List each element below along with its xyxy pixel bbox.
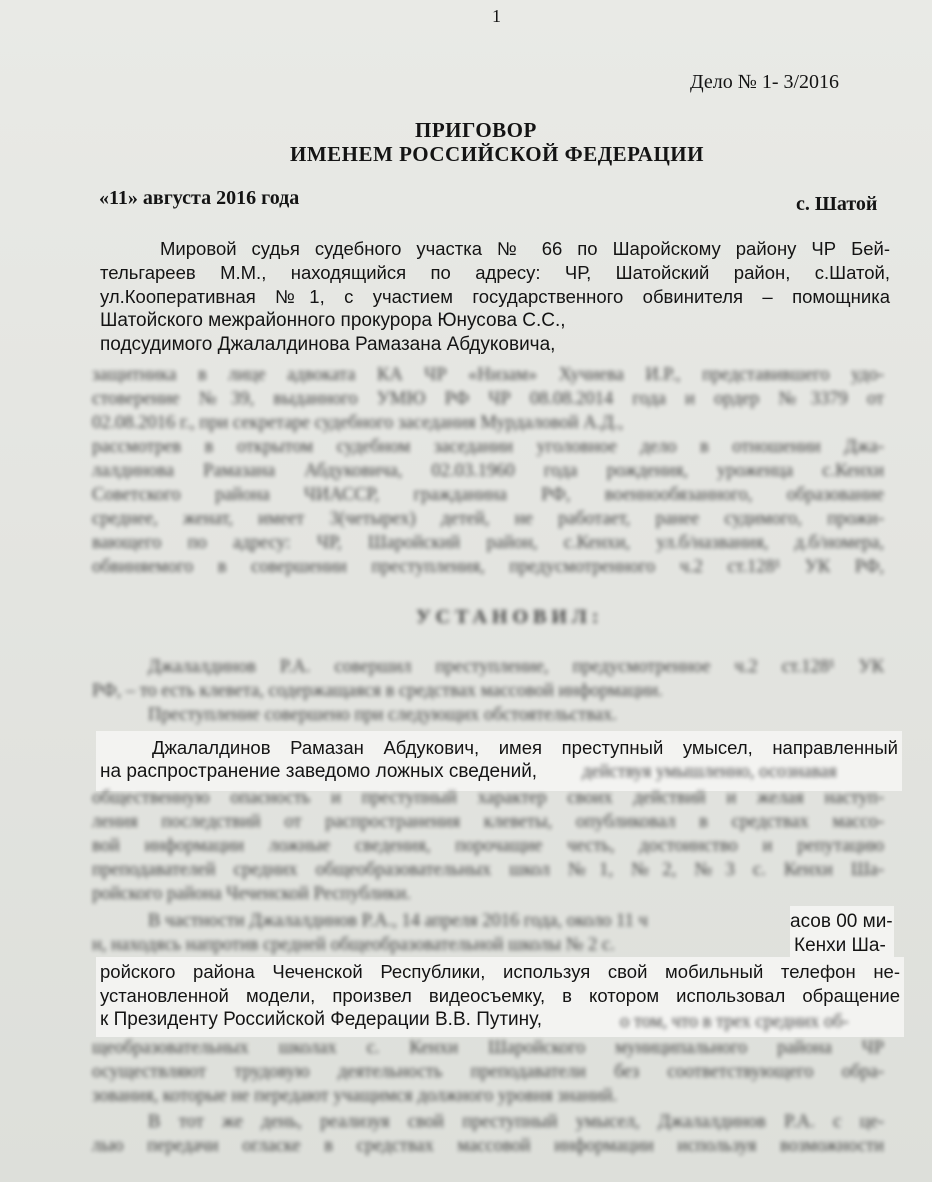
blurred-line: Советского района ЧИАССР, гражданина РФ, военнообязанного, образование xyxy=(92,485,884,505)
paragraph-3-tail-1: асов 00 ми- xyxy=(790,911,893,932)
intro-line-3: ул.Кооперативная №1, с участием государственного обвинителя – помощника xyxy=(100,286,890,307)
paragraph-3-line-1: ройского района Чеченской Республики, используя свой мобильный телефон не- xyxy=(100,961,900,982)
intro-line-4: Шатойского межрайонного прокурора Юнусова С.С., xyxy=(100,310,566,331)
blurred-line: лью передачи огласке в средствах массовой информации используя возможности xyxy=(92,1136,884,1156)
intro-line-1: Мировой судья судебного участка № 66 по Шаройскому району ЧР Бей- xyxy=(160,238,890,259)
blurred-line: В тот же день, реализуя свой преступный умысел, Джалалдинов Р.А. с це- xyxy=(148,1112,884,1132)
blurred-line: 02.08.2016 г., при секретаре судебного заседания Мурдаловой А.Д., xyxy=(92,413,624,433)
blurred-line: вающего по адресу: ЧР, Шаройский район, с.Кенхи, ул.б/названия, д.б/номера, xyxy=(92,533,884,553)
intro-line-2: тельгареев М.М., находящийся по адресу: ЧР, Шатойский район, с.Шатой, xyxy=(100,262,890,283)
blurred-line: защитника в лице адвоката КА ЧР «Низам» Хучиева И.Р., представившего удо- xyxy=(92,365,884,385)
blurred-line: ройского района Чеченской Республики. xyxy=(92,884,411,904)
paragraph-3-tail-2: Кенхи Ша- xyxy=(794,935,886,956)
verdict-date: «11» августа 2016 года xyxy=(99,187,300,209)
title-in-name-of-federation: ИМЕНЕМ РОССИЙСКОЙ ФЕДЕРАЦИИ xyxy=(290,142,704,166)
intro-line-5: подсудимого Джалалдинова Рамазана Абдуковича, xyxy=(100,334,556,355)
blurred-line: осуществляют трудовую деятельность преподаватели без соответствующего обра- xyxy=(92,1062,884,1082)
blurred-line: преподавателей средних общеобразовательных школ №1, №2, №3 с. Кенхи Ша- xyxy=(92,860,884,880)
blurred-line: среднее, женат, имеет 3(четырех) детей, не работает, ранее судимого, прожи- xyxy=(92,509,884,529)
blurred-line: лалдинова Рамазана Абдуковича, 02.03.1960 года рождения, уроженца с.Кенхи xyxy=(92,461,884,481)
blurred-line: действуя умышленно, осознавая xyxy=(582,762,837,782)
paragraph-2-line-2: на распространение заведомо ложных сведений, xyxy=(100,761,538,782)
blurred-line: ления последствий от распространения клеветы, опубликовал в средствах массо- xyxy=(92,812,884,832)
verdict-place: с. Шатой xyxy=(796,193,878,215)
title-verdict: ПРИГОВОР xyxy=(415,118,537,142)
blurred-line: н, находясь напротив средней общеобразовательной школы № 2 с. xyxy=(92,935,615,955)
paragraph-3-line-2: установленной модели, произвел видеосъемку, в котором использовал обращение xyxy=(100,985,900,1006)
page-number: 1 xyxy=(492,6,501,26)
blurred-line: зования, которые не передают учащимся должного уровня знаний. xyxy=(92,1086,618,1106)
established-heading: УСТАНОВИЛ: xyxy=(416,606,604,628)
case-number: Дело № 1- 3/2016 xyxy=(690,71,840,93)
paragraph-3-line-3: к Президенту Российской Федерации В.В. Путину, xyxy=(100,1009,543,1030)
blurred-line: Джалалдинов Р.А. совершил преступление, предусмотренное ч.2 ст.128¹ УК xyxy=(148,657,884,677)
blurred-line: РФ, – то есть клевета, содержащаяся в средствах массовой информации. xyxy=(92,681,663,701)
blurred-line: В частности Джалалдинов Р.А., 14 апреля 2016 года, около 11 ч xyxy=(148,911,648,931)
blurred-line: Преступление совершено при следующих обстоятельствах. xyxy=(148,705,617,725)
blurred-line: стоверение №39, выданного УМЮ РФ ЧР 08.08.2014 года и ордер №3379 от xyxy=(92,389,884,409)
blurred-line: общественную опасность и преступный характер своих действий и желая наступ- xyxy=(92,788,884,808)
blurred-line: щеобразовательных школах с. Кенхи Шаройского муниципального района ЧР xyxy=(92,1038,884,1058)
blurred-line: вой информации ложные сведения, порочащие честь, достоинство и репутацию xyxy=(92,836,884,856)
blurred-line: обвиняемого в совершении преступления, предусмотренного ч.2 ст.128¹ УК РФ, xyxy=(92,557,884,577)
paragraph-2-line-1: Джалалдинов Рамазан Абдукович, имея преступный умысел, направленный xyxy=(152,737,898,758)
blurred-line: рассмотрев в открытом судебном заседании уголовное дело в отношении Джа- xyxy=(92,437,884,457)
blurred-line: о том, что в трех средних об- xyxy=(620,1012,849,1032)
